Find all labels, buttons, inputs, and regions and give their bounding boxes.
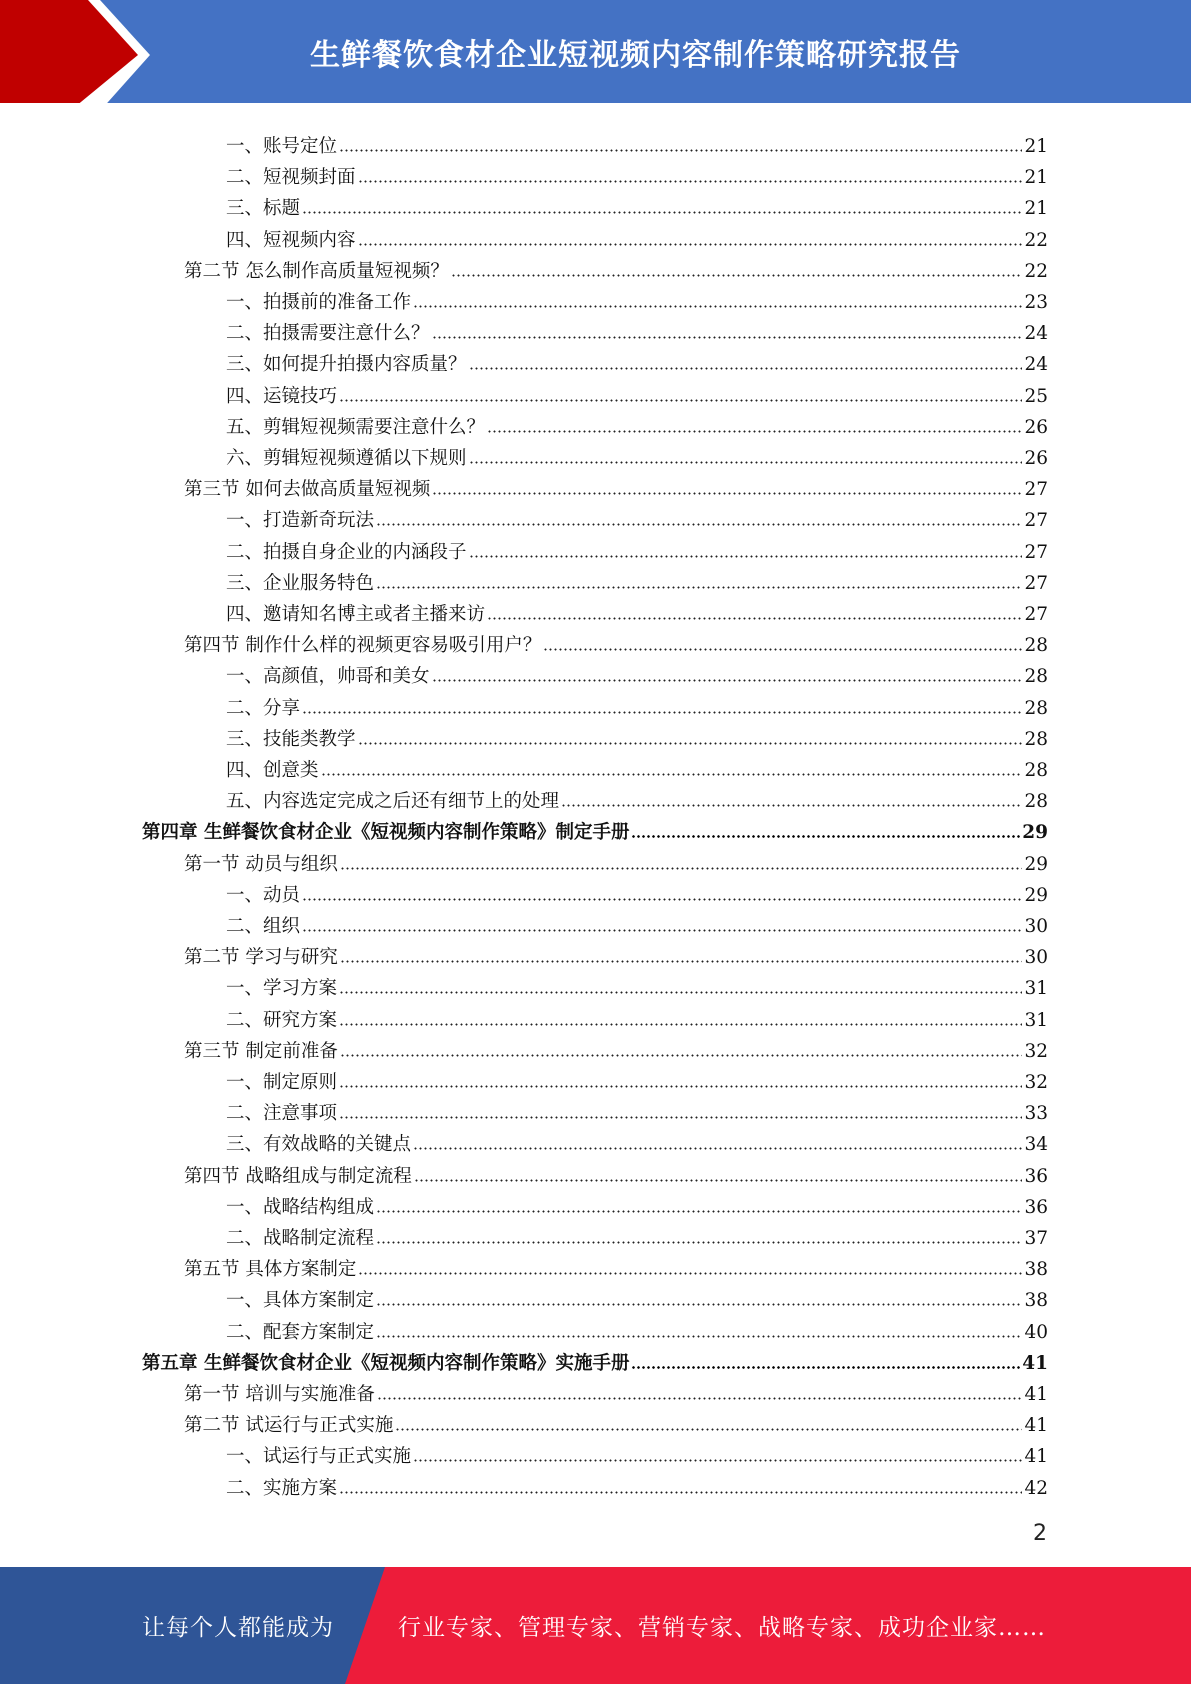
toc-entry-page: 29 bbox=[1022, 822, 1048, 844]
toc-item-row[interactable] bbox=[226, 1063, 1048, 1094]
toc-item-row[interactable] bbox=[226, 221, 1048, 252]
toc-entry-page: 23 bbox=[1024, 292, 1048, 313]
toc-entry-page: 24 bbox=[1024, 354, 1048, 376]
toc-entry-title: 一、账号定位 bbox=[226, 136, 338, 157]
toc-item-row[interactable] bbox=[226, 377, 1048, 408]
toc-entry-page: 31 bbox=[1024, 1009, 1048, 1031]
toc-entry-title: 二、战略制定流程 bbox=[226, 1228, 375, 1249]
toc-section-row[interactable] bbox=[184, 626, 1048, 657]
toc-entry-page: 41 bbox=[1024, 1446, 1048, 1468]
toc-section-row[interactable] bbox=[184, 470, 1048, 501]
toc-item-row[interactable] bbox=[226, 1001, 1048, 1032]
toc-dot-leader bbox=[451, 273, 1023, 278]
toc-section-row[interactable] bbox=[184, 1250, 1048, 1281]
toc-entry-page: 41 bbox=[1022, 1352, 1048, 1374]
toc-entry-page: 38 bbox=[1024, 1290, 1048, 1312]
toc-entry-title: 第五节 具体方案制定 bbox=[184, 1259, 357, 1281]
toc-entry-title: 二、组织 bbox=[226, 916, 301, 937]
toc-item-row[interactable] bbox=[226, 408, 1048, 439]
toc-entry-page: 36 bbox=[1024, 1196, 1048, 1218]
toc-dot-leader bbox=[469, 366, 1023, 371]
toc-entry-title: 三、技能类教学 bbox=[226, 728, 356, 750]
toc-dot-leader bbox=[377, 1396, 1023, 1401]
toc-entry-title: 一、具体方案制定 bbox=[226, 1290, 375, 1312]
toc-entry-title: 四、邀请知名博主或者主播来访 bbox=[226, 604, 486, 625]
toc-entry-page: 32 bbox=[1024, 1040, 1048, 1062]
toc-entry-page: 22 bbox=[1024, 260, 1048, 282]
toc-entry-title: 第三节 如何去做高质量短视频 bbox=[184, 479, 431, 501]
toc-entry-title: 二、分享 bbox=[226, 697, 301, 719]
toc-item-row[interactable] bbox=[226, 439, 1048, 470]
toc-dot-leader bbox=[395, 1427, 1022, 1432]
toc-entry-title: 一、试运行与正式实施 bbox=[226, 1446, 412, 1468]
toc-entry-title: 一、战略结构组成 bbox=[226, 1196, 375, 1218]
toc-section-row[interactable] bbox=[184, 1406, 1048, 1437]
toc-dot-leader bbox=[561, 803, 1022, 808]
toc-dot-leader bbox=[340, 959, 1023, 964]
toc-item-row[interactable] bbox=[226, 751, 1048, 782]
page-footer bbox=[0, 1567, 1191, 1684]
toc-item-row[interactable] bbox=[226, 689, 1048, 720]
toc-entry-title: 第一节 动员与组织 bbox=[184, 853, 338, 875]
toc-entry-page: 27 bbox=[1024, 572, 1048, 594]
toc-item-row[interactable] bbox=[226, 314, 1048, 345]
toc-dot-leader bbox=[339, 1115, 1022, 1120]
toc-dot-leader bbox=[543, 647, 1022, 652]
toc-dot-leader bbox=[414, 1178, 1023, 1183]
toc-entry-title: 五、剪辑短视频需要注意什么？ bbox=[226, 416, 486, 438]
toc-item-row[interactable] bbox=[226, 1219, 1048, 1250]
toc-dot-leader bbox=[376, 1302, 1022, 1307]
toc-entry-page: 40 bbox=[1024, 1321, 1048, 1343]
toc-section-row[interactable] bbox=[184, 938, 1048, 969]
toc-dot-leader bbox=[376, 522, 1022, 527]
toc-entry-page: 24 bbox=[1024, 323, 1048, 345]
toc-dot-leader bbox=[631, 834, 1020, 839]
toc-entry-title: 一、高颜值，帅哥和美女 bbox=[226, 666, 430, 688]
toc-item-row[interactable] bbox=[226, 1469, 1048, 1500]
toc-dot-leader bbox=[631, 1365, 1020, 1370]
toc-entry-page: 33 bbox=[1024, 1103, 1048, 1125]
toc-entry-page: 27 bbox=[1024, 541, 1048, 563]
toc-entry-title: 第五章 生鲜餐饮食材企业《短视频内容制作策略》实施手册 bbox=[142, 1352, 630, 1374]
toc-dot-leader bbox=[413, 304, 1022, 309]
toc-dot-leader bbox=[339, 1022, 1022, 1027]
toc-entry-title: 第三节 制定前准备 bbox=[184, 1040, 338, 1062]
toc-entry-title: 第二节 学习与研究 bbox=[184, 947, 338, 969]
toc-entry-title: 三、有效战略的关键点 bbox=[226, 1134, 412, 1156]
toc-item-row[interactable] bbox=[226, 782, 1048, 813]
toc-item-row[interactable] bbox=[226, 1281, 1048, 1312]
toc-entry-title: 一、学习方案 bbox=[226, 978, 338, 1000]
toc-dot-leader bbox=[339, 398, 1022, 403]
toc-entry-page: 22 bbox=[1024, 229, 1048, 251]
toc-entry-page: 28 bbox=[1024, 791, 1048, 813]
toc-entry-title: 二、短视频封面 bbox=[226, 167, 356, 189]
toc-entry-page: 26 bbox=[1024, 416, 1048, 438]
toc-entry-page: 36 bbox=[1024, 1165, 1048, 1187]
toc-entry-page: 28 bbox=[1024, 666, 1048, 688]
toc-entry-page: 31 bbox=[1024, 978, 1048, 1000]
footer-slogan-right: 行业专家、管理专家、营销专家、战略专家、成功企业家…… bbox=[398, 1615, 1046, 1641]
toc-entry-page: 30 bbox=[1024, 916, 1048, 937]
toc-entry-title: 三、标题 bbox=[226, 198, 301, 220]
toc-item-row[interactable] bbox=[226, 969, 1048, 1000]
toc-dot-leader bbox=[339, 1084, 1022, 1089]
toc-dot-leader bbox=[358, 1271, 1022, 1276]
toc-entry-title: 三、企业服务特色 bbox=[226, 572, 375, 594]
toc-dot-leader bbox=[302, 210, 1022, 215]
toc-item-row[interactable] bbox=[226, 907, 1048, 938]
toc-entry-page: 41 bbox=[1024, 1415, 1048, 1437]
toc-entry-title: 五、内容选定完成之后还有细节上的处理 bbox=[226, 791, 560, 813]
toc-entry-page: 41 bbox=[1024, 1384, 1048, 1405]
toc-item-row[interactable] bbox=[226, 127, 1048, 158]
toc-entry-page: 29 bbox=[1024, 853, 1048, 875]
toc-dot-leader bbox=[413, 1458, 1022, 1463]
toc-entry-page: 29 bbox=[1024, 884, 1048, 906]
toc-item-row[interactable] bbox=[226, 158, 1048, 189]
toc-entry-page: 25 bbox=[1024, 385, 1048, 407]
toc-entry-title: 二、实施方案 bbox=[226, 1477, 338, 1499]
toc-item-row[interactable] bbox=[226, 501, 1048, 532]
toc-dot-leader bbox=[376, 1209, 1022, 1214]
toc-entry-page: 27 bbox=[1024, 604, 1048, 625]
toc-entry-title: 第四节 制作什么样的视频更容易吸引用户？ bbox=[184, 635, 542, 657]
toc-section-row[interactable] bbox=[184, 1375, 1048, 1406]
toc-entry-page: 28 bbox=[1024, 635, 1048, 657]
toc-dot-leader bbox=[339, 990, 1022, 995]
toc-dot-leader bbox=[432, 335, 1023, 340]
toc-section-row[interactable] bbox=[184, 1157, 1048, 1188]
toc-entry-title: 二、拍摄需要注意什么？ bbox=[226, 323, 430, 345]
toc-dot-leader bbox=[321, 772, 1023, 777]
toc-entry-page: 34 bbox=[1024, 1134, 1048, 1156]
toc-item-row[interactable] bbox=[226, 189, 1048, 220]
toc-entry-page: 42 bbox=[1024, 1477, 1048, 1499]
toc-section-row[interactable] bbox=[184, 845, 1048, 876]
toc-dot-leader bbox=[432, 678, 1023, 683]
toc-entry-title: 三、如何提升拍摄内容质量？ bbox=[226, 354, 467, 376]
toc-item-row[interactable] bbox=[226, 533, 1048, 564]
toc-entry-title: 一、动员 bbox=[226, 884, 301, 906]
toc-dot-leader bbox=[340, 1053, 1023, 1058]
toc-dot-leader bbox=[302, 710, 1022, 715]
toc-entry-page: 28 bbox=[1024, 760, 1048, 781]
toc-dot-leader bbox=[469, 554, 1023, 559]
toc-entry-title: 二、研究方案 bbox=[226, 1009, 338, 1031]
toc-entry-title: 第四节 战略组成与制定流程 bbox=[184, 1165, 412, 1187]
toc-entry-page: 21 bbox=[1024, 136, 1048, 157]
toc-dot-leader bbox=[487, 616, 1022, 621]
toc-dot-leader bbox=[358, 242, 1023, 247]
toc-entry-page: 28 bbox=[1024, 697, 1048, 719]
toc-dot-leader bbox=[413, 1146, 1022, 1151]
toc-entry-title: 一、打造新奇玩法 bbox=[226, 510, 375, 532]
toc-dot-leader bbox=[339, 148, 1022, 153]
toc-chapter-row[interactable] bbox=[142, 813, 1048, 844]
toc-dot-leader bbox=[376, 1334, 1022, 1339]
toc-dot-leader bbox=[358, 741, 1023, 746]
toc-dot-leader bbox=[469, 460, 1023, 465]
toc-item-row[interactable] bbox=[226, 1437, 1048, 1468]
toc-item-row[interactable] bbox=[226, 720, 1048, 751]
toc-entry-page: 27 bbox=[1024, 479, 1048, 501]
toc-item-row[interactable] bbox=[226, 345, 1048, 376]
toc-entry-page: 26 bbox=[1024, 448, 1048, 469]
toc-entry-page: 32 bbox=[1024, 1072, 1048, 1093]
toc-dot-leader bbox=[376, 1240, 1022, 1245]
toc-entry-title: 二、拍摄自身企业的内涵段子 bbox=[226, 541, 467, 563]
toc-item-row[interactable] bbox=[226, 283, 1048, 314]
toc-item-row[interactable] bbox=[226, 1125, 1048, 1156]
toc-item-row[interactable] bbox=[226, 1313, 1048, 1344]
toc-entry-page: 21 bbox=[1024, 167, 1048, 189]
toc-entry-page: 37 bbox=[1024, 1228, 1048, 1249]
toc-entry-title: 第二节 试运行与正式实施 bbox=[184, 1415, 394, 1437]
toc-entry-page: 38 bbox=[1024, 1259, 1048, 1281]
toc-dot-leader bbox=[302, 897, 1022, 902]
footer-slogan-left: 让每个人都能成为 bbox=[142, 1615, 334, 1641]
toc-item-row[interactable] bbox=[226, 1188, 1048, 1219]
toc-entry-page: 28 bbox=[1024, 728, 1048, 750]
toc-item-row[interactable] bbox=[226, 595, 1048, 626]
toc-dot-leader bbox=[376, 585, 1022, 590]
page-number: 2 bbox=[1033, 1521, 1047, 1546]
toc-dot-leader bbox=[487, 429, 1022, 434]
toc-item-row[interactable] bbox=[226, 876, 1048, 907]
toc-item-row[interactable] bbox=[226, 1094, 1048, 1125]
page-header bbox=[0, 0, 1191, 111]
toc-chapter-row[interactable] bbox=[142, 1344, 1048, 1375]
toc-entry-title: 一、制定原则 bbox=[226, 1072, 338, 1093]
toc-dot-leader bbox=[340, 866, 1023, 871]
toc-entry-page: 30 bbox=[1024, 947, 1048, 969]
document-title: 生鲜餐饮食材企业短视频内容制作策略研究报告 bbox=[310, 37, 961, 73]
toc-section-row[interactable] bbox=[184, 252, 1048, 283]
toc-entry-title: 六、剪辑短视频遵循以下规则 bbox=[226, 448, 467, 469]
toc-entry-page: 21 bbox=[1024, 198, 1048, 220]
toc-section-row[interactable] bbox=[184, 1032, 1048, 1063]
toc-dot-leader bbox=[358, 179, 1023, 184]
toc-entry-title: 四、创意类 bbox=[226, 760, 319, 781]
toc-entry-title: 一、拍摄前的准备工作 bbox=[226, 292, 412, 313]
toc-entry-title: 二、注意事项 bbox=[226, 1103, 338, 1125]
toc-item-row[interactable] bbox=[226, 564, 1048, 595]
toc-entry-title: 第二节 怎么制作高质量短视频？ bbox=[184, 260, 449, 282]
toc-dot-leader bbox=[302, 928, 1022, 933]
toc-entry-title: 第四章 生鲜餐饮食材企业《短视频内容制作策略》制定手册 bbox=[142, 822, 630, 844]
toc-entry-title: 四、短视频内容 bbox=[226, 229, 356, 251]
toc-entry-title: 第一节 培训与实施准备 bbox=[184, 1384, 375, 1405]
toc-item-row[interactable] bbox=[226, 657, 1048, 688]
toc-dot-leader bbox=[432, 491, 1022, 496]
toc-dot-leader bbox=[339, 1490, 1022, 1495]
toc-entry-title: 二、配套方案制定 bbox=[226, 1321, 375, 1343]
toc-entry-title: 四、运镜技巧 bbox=[226, 385, 338, 407]
toc-entry-page: 27 bbox=[1024, 510, 1048, 532]
